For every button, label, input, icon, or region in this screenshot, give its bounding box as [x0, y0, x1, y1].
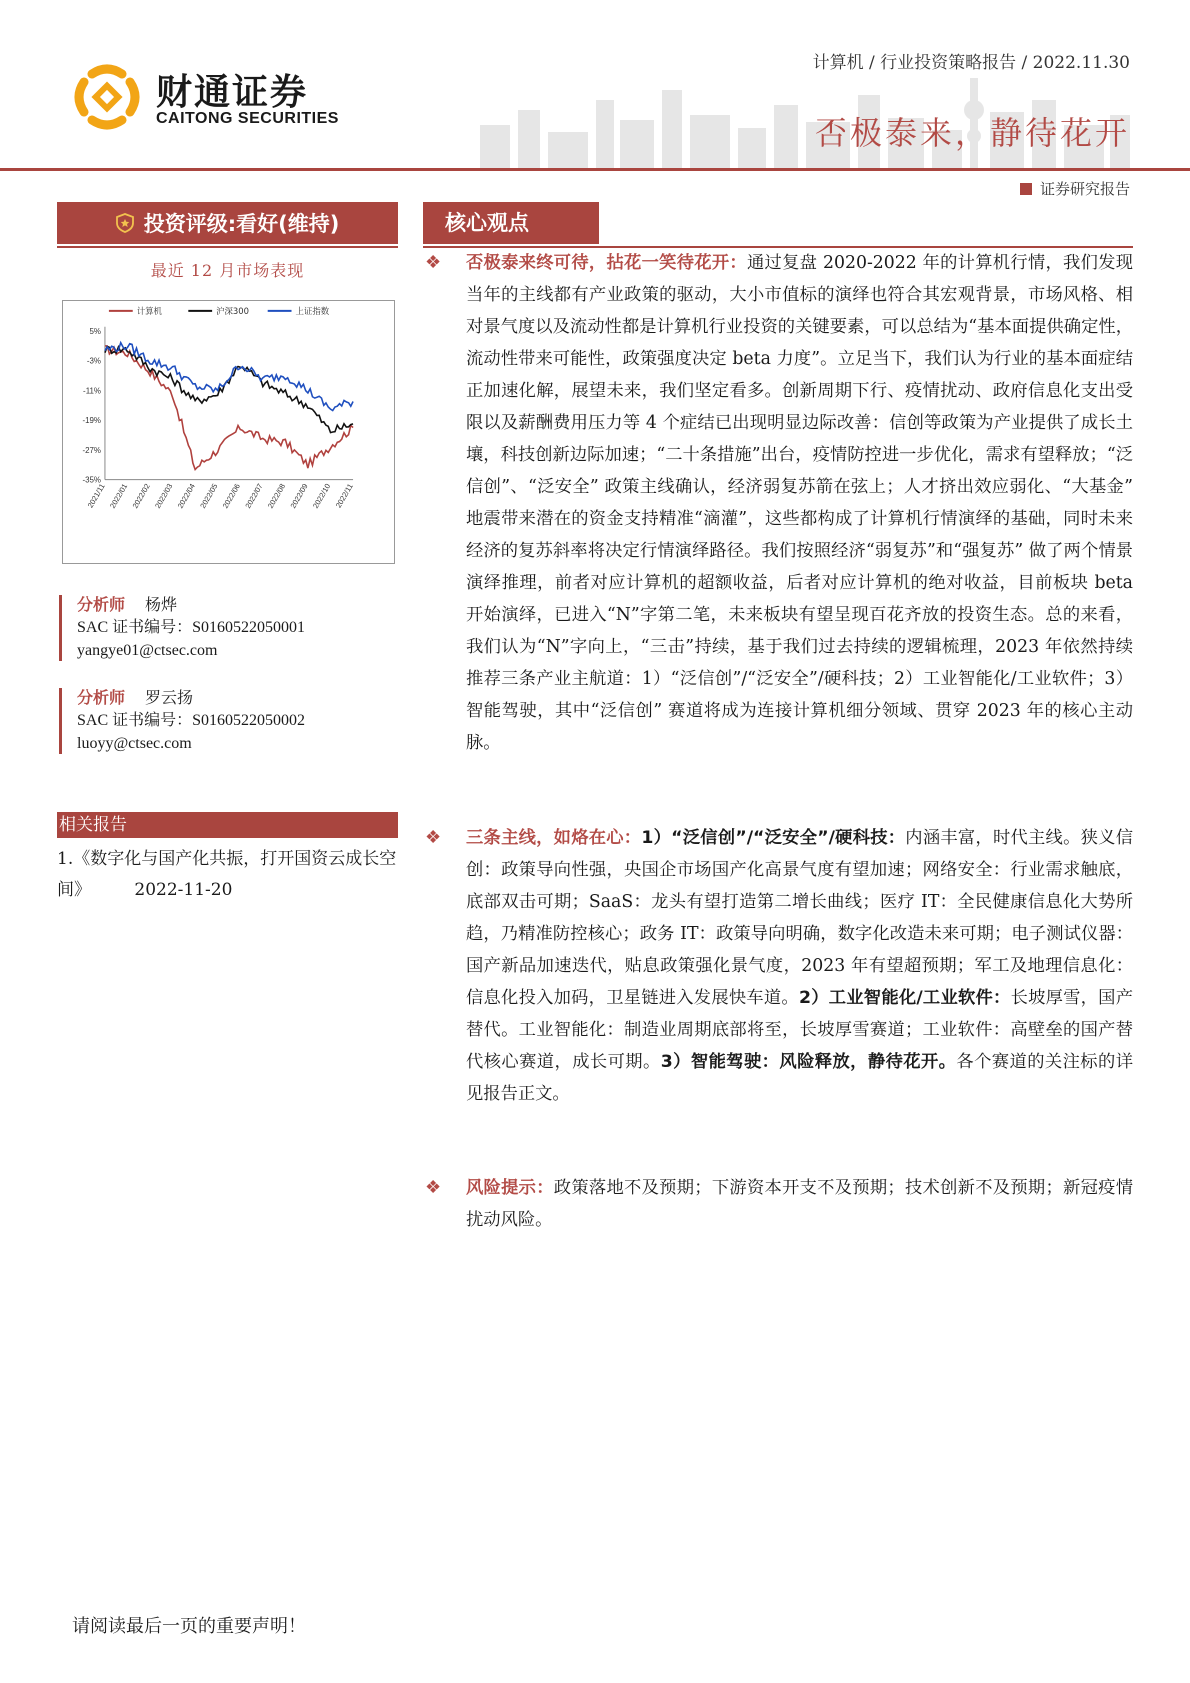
related-report-date: 2022-11-20 — [134, 880, 233, 900]
point-text: 各个赛道的关注标的详见报告正文。 — [466, 1052, 1133, 1104]
risk-warning — [423, 1172, 1133, 1236]
series-line — [105, 346, 353, 470]
report-meta: 计算机 / 行业投资策略报告 / 2022.11.30 — [812, 53, 1130, 73]
market-performance-chart — [62, 300, 395, 564]
x-tick-label: 2022/03 — [153, 482, 175, 510]
series-line — [105, 346, 353, 432]
y-tick-label: -27% — [82, 445, 101, 455]
point-subhead: 2）工业智能化/工业软件： — [798, 988, 1011, 1008]
analyst-email[interactable]: yangye01@ctsec.com — [77, 642, 218, 659]
analyst-accent-bar — [59, 595, 62, 661]
disclaimer-note: 请阅读最后一页的重要声明！ — [72, 1616, 306, 1637]
x-tick-label: 2022/05 — [198, 482, 220, 510]
core-point — [423, 247, 1133, 759]
y-tick-label: -3% — [86, 356, 101, 366]
analyst-sac: SAC 证书编号：S0160522050001 — [77, 619, 306, 636]
report-type — [1020, 178, 1130, 199]
report-type-label: 证券研究报告 — [1039, 180, 1130, 198]
legend-label: 上证指数 — [295, 305, 330, 316]
report-title: 否极泰来，静待花开 — [814, 114, 1130, 152]
square-icon — [1020, 183, 1032, 195]
point-text: 政策落地不及预期；下游资本开支不及预期；技术创新不及预期；新冠疫情扰动风险。 — [466, 1178, 1133, 1230]
investment-rating — [57, 202, 398, 244]
diamond-bullet-icon: ❖ — [425, 252, 442, 273]
related-report-item[interactable] — [57, 844, 398, 906]
x-tick-label: 2022/01 — [107, 482, 130, 510]
diamond-bullet-icon: ❖ — [425, 1177, 442, 1198]
legend-label: 计算机 — [136, 305, 162, 316]
analyst-role: 分析师 — [77, 688, 126, 707]
related-report-title[interactable]: 1.《数字化与国产化共振，打开国资云成长空间》 — [57, 849, 397, 900]
rating-label: 投资评级:看好(维持) — [143, 212, 340, 236]
chart-canvas — [63, 301, 394, 563]
point-text: 长坡厚雪，国产替代。工业智能化：制造业周期底部将至，长坡厚雪赛道；工业软件：高壁垒的国产替代核心赛道，成长可期。 — [466, 988, 1133, 1072]
y-tick-label: 5% — [89, 326, 101, 336]
x-tick-label: 2022/10 — [310, 482, 333, 510]
x-tick-label: 2022/02 — [130, 482, 152, 510]
analyst-name: 罗云扬 — [145, 688, 194, 707]
diamond-bullet-icon: ❖ — [425, 827, 442, 848]
point-subhead: 3）智能驾驶：风险释放，静待花开。 — [660, 1052, 957, 1072]
related-reports-heading: 相关报告 — [57, 812, 398, 838]
brand-name-cn: 财通证券 — [156, 72, 309, 113]
x-tick-label: 2022/11 — [333, 482, 355, 510]
legend-label: 沪深300 — [216, 305, 250, 316]
x-tick-label: 2022/09 — [288, 482, 310, 510]
analyst-name: 杨烨 — [145, 595, 178, 614]
point-text: 通过复盘 2020-2022 年的计算机行情，我们发现当年的主线都有产业政策的驱动，大小市值标的演绎也符合其宏观背景，市场风格、相对景气度以及流动性都是计算机行业投资的关键要素，可以总结为“基本面提供确定性，流动性带来可能性，政策强度决定 beta 力度”。立足当下，我们认为行业的基本面症结正加速化解，展望未来，我们坚定看多。创新周期下行、疫情扰动、政府信息化支出受限以及薪酬费用压力等 4 个症结已出现明显边际改善：信创等政策为产业提供了成长土壤，科技创新边际加速；“二十条措施”出台，疫情防控进一步优化，需求有望释放；“泛信创”、“泛安全” 政策主线确认，经济弱复苏箭在弦上；人才挤出效应弱化、“大基金” 地震带来潜在的资金支持精准“滴灌”，这些都构成了计算机行情演绎的基础，同时未来经济的复苏斜率将决定行情演绎路径。我们按照经济“弱复苏”和“强复苏” 做了两个情景演绎推理，前者对应计算机的超额收益，后者对应计算机的绝对收益，目前板块 beta 开始演绎，已进入“N”字第二笔，未来板块有望呈现百花齐放的投资生态。总的来看，我们认为“N”字向上，“三击”持续，基于我们过去持续的逻辑梳理，2023 年依然持续推荐三条产业主航道：1）“泛信创”/“泛安全”/硬科技；2）工业智能化/工业软件；3）智能驾驶，其中“泛信创” 赛道将成为连接计算机细分领域、贯穿 2023 年的核心主动脉。 — [466, 253, 1133, 753]
analyst-role: 分析师 — [77, 595, 126, 614]
y-tick-label: -11% — [83, 386, 101, 396]
analyst-sac: SAC 证书编号：S0160522050002 — [77, 712, 306, 729]
analyst-card — [57, 686, 398, 755]
core-view-heading: 核心观点 — [423, 202, 599, 244]
x-tick-label: 2022/04 — [175, 482, 197, 510]
caitong-logo — [72, 62, 142, 132]
analyst-card — [57, 593, 398, 662]
point-lead: 风险提示： — [466, 1178, 554, 1198]
analyst-email[interactable]: luoyy@ctsec.com — [77, 735, 192, 752]
point-text: 内涵丰富，时代主线。狭义信创：政策导向性强，央国企市场国产化高景气度有望加速；网络安全：行业需求触底，底部双击可期；SaaS：龙头有望打造第二增长曲线；医疗 IT：全民健康信息化大势所趋，乃精准防控核心；政务 IT：政策导向明确，数字化改造未来可期；电子测试仪器：国产新品加速迭代，贴息政策强化景气度，2023 年有望超预期；军工及地理信息化：信息化投入加码，卫星链进入发展快车道。 — [466, 828, 1133, 1008]
header-divider — [0, 168, 1190, 171]
y-tick-label: -35% — [82, 475, 101, 485]
point-subhead: 1）“泛信创”/“泛安全”/硬科技： — [641, 828, 906, 848]
x-tick-label: 2022/06 — [220, 482, 243, 510]
x-tick-label: 2022/07 — [243, 482, 265, 510]
core-point — [423, 822, 1133, 1110]
point-lead: 三条主线，如烙在心： — [466, 828, 642, 848]
analyst-accent-bar — [59, 688, 62, 754]
x-tick-label: 2021/11 — [85, 482, 107, 510]
performance-caption: 最近 12 月市场表现 — [150, 261, 305, 280]
point-lead: 否极泰来终可待，拈花一笑待花开： — [466, 253, 747, 273]
brand-name-en: CAITONG SECURITIES — [156, 110, 339, 127]
shield-icon — [116, 213, 134, 233]
rating-divider — [57, 246, 398, 248]
x-tick-label: 2022/08 — [265, 482, 288, 510]
series-line — [105, 343, 353, 411]
y-tick-label: -19% — [82, 416, 101, 426]
